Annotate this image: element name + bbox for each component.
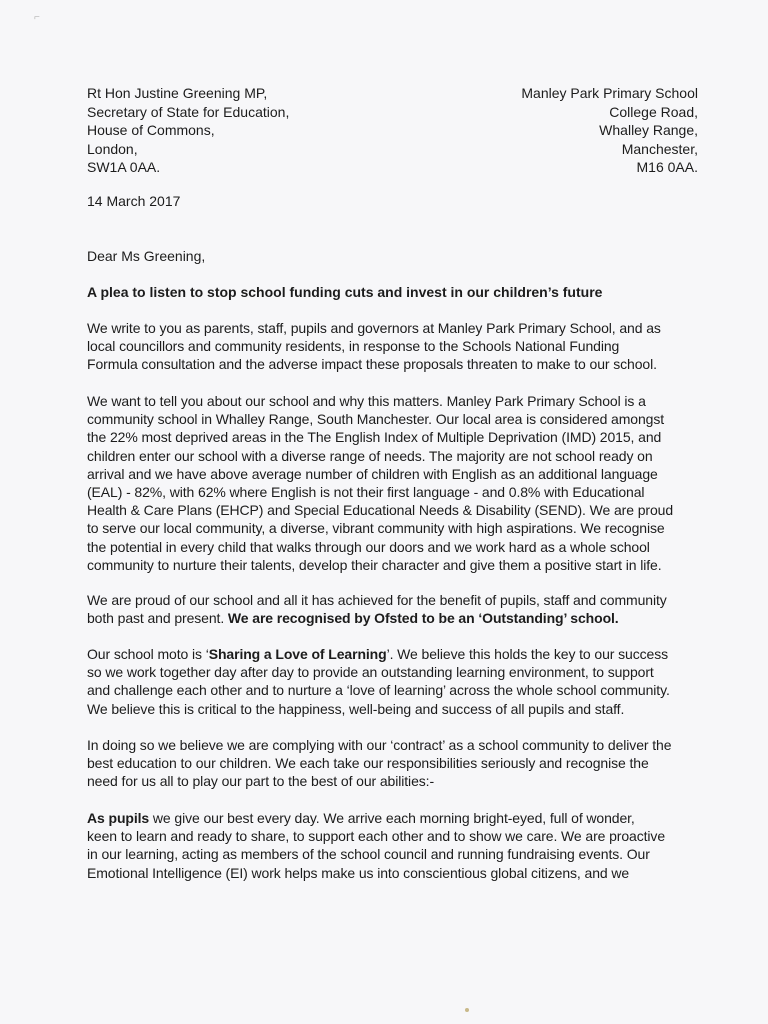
scan-mark: ⌐: [34, 12, 40, 23]
text-line: We are proud of our school and all it has achieved for the benefit of pupils, staff and community: [87, 592, 667, 608]
text-line: best education to our children. We each take our responsibilities seriously and recognise the: [87, 755, 649, 772]
paragraph-about-school: [87, 392, 717, 574]
letter-date: 14 March 2017: [87, 193, 181, 209]
text-segment: we give our best every day. We arrive each morning bright-eyed, full of wonder,: [149, 810, 635, 826]
recipient-line: SW1A 0AA.: [87, 159, 161, 175]
text-line: the 22% most deprived areas in the The English Index of Multiple Deprivation (IMD) 2015, and: [87, 429, 662, 446]
text-line: the potential in every child that walks through our doors and we work hard as a whole school: [87, 538, 650, 555]
text-line: community to nurture their talents, develop their character and give them a positive start in life.: [87, 556, 662, 573]
text-line: We believe this is critical to the happiness, well-being and success of all pupils and staff.: [87, 700, 625, 717]
text-line: need for us all to play our part to the best of our abilities:-: [87, 773, 435, 790]
sender-line: Whalley Range,: [599, 122, 698, 138]
school-motto: Sharing a Love of Learning: [208, 646, 387, 662]
recipient-line: Rt Hon Justine Greening MP,: [87, 85, 268, 101]
paragraph-motto: [87, 645, 717, 718]
sender-line: M16 0AA.: [636, 159, 698, 175]
paragraph-intro: [87, 319, 717, 374]
text-line: Formula consultation and the adverse impact these proposals threaten to make to our school.: [87, 356, 657, 373]
text-line: and challenge each other and to nurture a ‘love of learning’ across the whole school community.: [87, 682, 670, 699]
text-line: (EAL) - 82%, with 62% where English is not their first language - and 0.8% with Educational: [87, 484, 645, 501]
paragraph-pupils: [87, 809, 717, 882]
recipient-line: London,: [87, 140, 138, 157]
text-line: We want to tell you about our school and why this matters. Manley Park Primary School is a: [87, 393, 646, 409]
text-line: arrival and we have above average number of children with English as an additional language: [87, 465, 658, 482]
paragraph-contract: [87, 736, 717, 791]
pupils-label: As pupils: [87, 810, 150, 826]
text-line: local councillors and community residents, in response to the Schools National Funding: [87, 338, 620, 355]
recipient-address: [87, 84, 289, 177]
text-line: keen to learn and ready to share, to support each other and to show we care. We are proactive: [87, 828, 666, 845]
paragraph-ofsted: [87, 591, 717, 627]
text-line: In doing so we believe we are complying with our ‘contract’ as a school community to deliver the: [87, 737, 672, 753]
text-line: We write to you as parents, staff, pupils and governors at Manley Park Primary School, and as: [87, 320, 661, 336]
text-line: community school in Whalley Range, South Manchester. Our local area is considered amongst: [87, 411, 665, 428]
recipient-line: Secretary of State for Education,: [87, 103, 290, 120]
text-line: in our learning, acting as members of the school council and running fundraising events. Our: [87, 846, 650, 863]
salutation: Dear Ms Greening,: [87, 248, 206, 264]
text-line: Emotional Intelligence (EI) work helps make us into conscientious global citizens, and we: [87, 864, 630, 881]
paper-speck: [465, 1008, 469, 1012]
text-line: to serve our local community, a diverse, vibrant community with high aspirations. We recognise: [87, 520, 665, 537]
sender-line: College Road,: [609, 103, 698, 120]
sender-line: Manchester,: [621, 140, 698, 157]
sender-address: [521, 84, 698, 177]
text-line: children enter our school with a diverse range of needs. The majority are not school ready on: [87, 447, 653, 464]
letter-heading: A plea to listen to stop school funding cuts and invest in our children’s future: [87, 284, 603, 300]
recipient-line: House of Commons,: [87, 122, 215, 138]
text-segment: Our school moto is ‘: [87, 646, 209, 662]
text-line: [87, 609, 717, 627]
text-line: Health & Care Plans (EHCP) and Special Educational Needs & Disability (SEND). We are proud: [87, 502, 674, 519]
sender-line: Manley Park Primary School: [521, 85, 698, 101]
text-line: so we work together day after day to provide an outstanding learning environment, to support: [87, 664, 654, 681]
text-line: [87, 809, 717, 827]
text-segment: both past and present.: [87, 610, 228, 627]
ofsted-statement: We are recognised by Ofsted to be an ‘Outstanding’ school.: [227, 610, 619, 627]
text-segment: ’. We believe this holds the key to our success: [386, 646, 668, 662]
text-line: [87, 645, 717, 663]
